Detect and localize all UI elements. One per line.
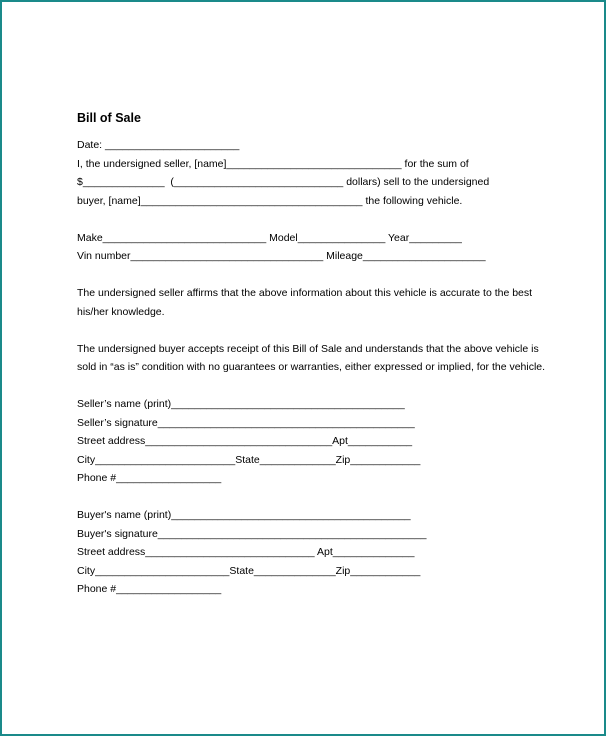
seller-print-name-line: Seller’s name (print)________________________________________ [77, 398, 405, 410]
buyer-print-name-line: Buyer's name (print)_________________________________________ [77, 509, 411, 521]
buyer-city-line: City_______________________State______________Zip____________ [77, 564, 421, 577]
seller-name-line: I, the undersigned seller, [name]______________________________ for the sum of [77, 157, 469, 170]
buyer-street-line: Street address_____________________________ Apt______________ [77, 546, 415, 558]
buyer-name-line: buyer, [name]______________________________________ the following vehicle. [77, 194, 463, 207]
seller-signature-line: Seller’s signature____________________________________________ [77, 416, 415, 429]
make-model-year-line: Make____________________________ Model_______________ Year_________ [77, 231, 462, 244]
date-line: Date: _______________________ [77, 139, 240, 151]
seller-city-line: City________________________State_____________Zip____________ [77, 453, 421, 466]
sum-line: $______________ (_____________________________ dollars) sell to the undersigned [77, 176, 490, 188]
buyer-signature-line: Buyer's signature______________________________________________ [77, 527, 427, 540]
buyer-phone-line: Phone #__________________ [77, 583, 222, 595]
seller-street-line: Street address________________________________Apt___________ [77, 435, 413, 447]
affirmation-paragraph: The undersigned seller affirms that the above information about this vehicle is accurate to the best his/her knowledge. [77, 287, 533, 318]
vin-mileage-line: Vin number_________________________________ Mileage_____________________ [77, 250, 486, 262]
acceptance-paragraph: The undersigned buyer accepts receipt of this Bill of Sale and understands that the above vehicle is sold in “as is” condition with no guarantees or warranties, either expressed or implied, for the vehicle. [77, 342, 546, 373]
document-title: Bill of Sale [77, 111, 141, 125]
bill-of-sale-document [77, 110, 547, 599]
seller-phone-line: Phone #__________________ [77, 472, 222, 484]
